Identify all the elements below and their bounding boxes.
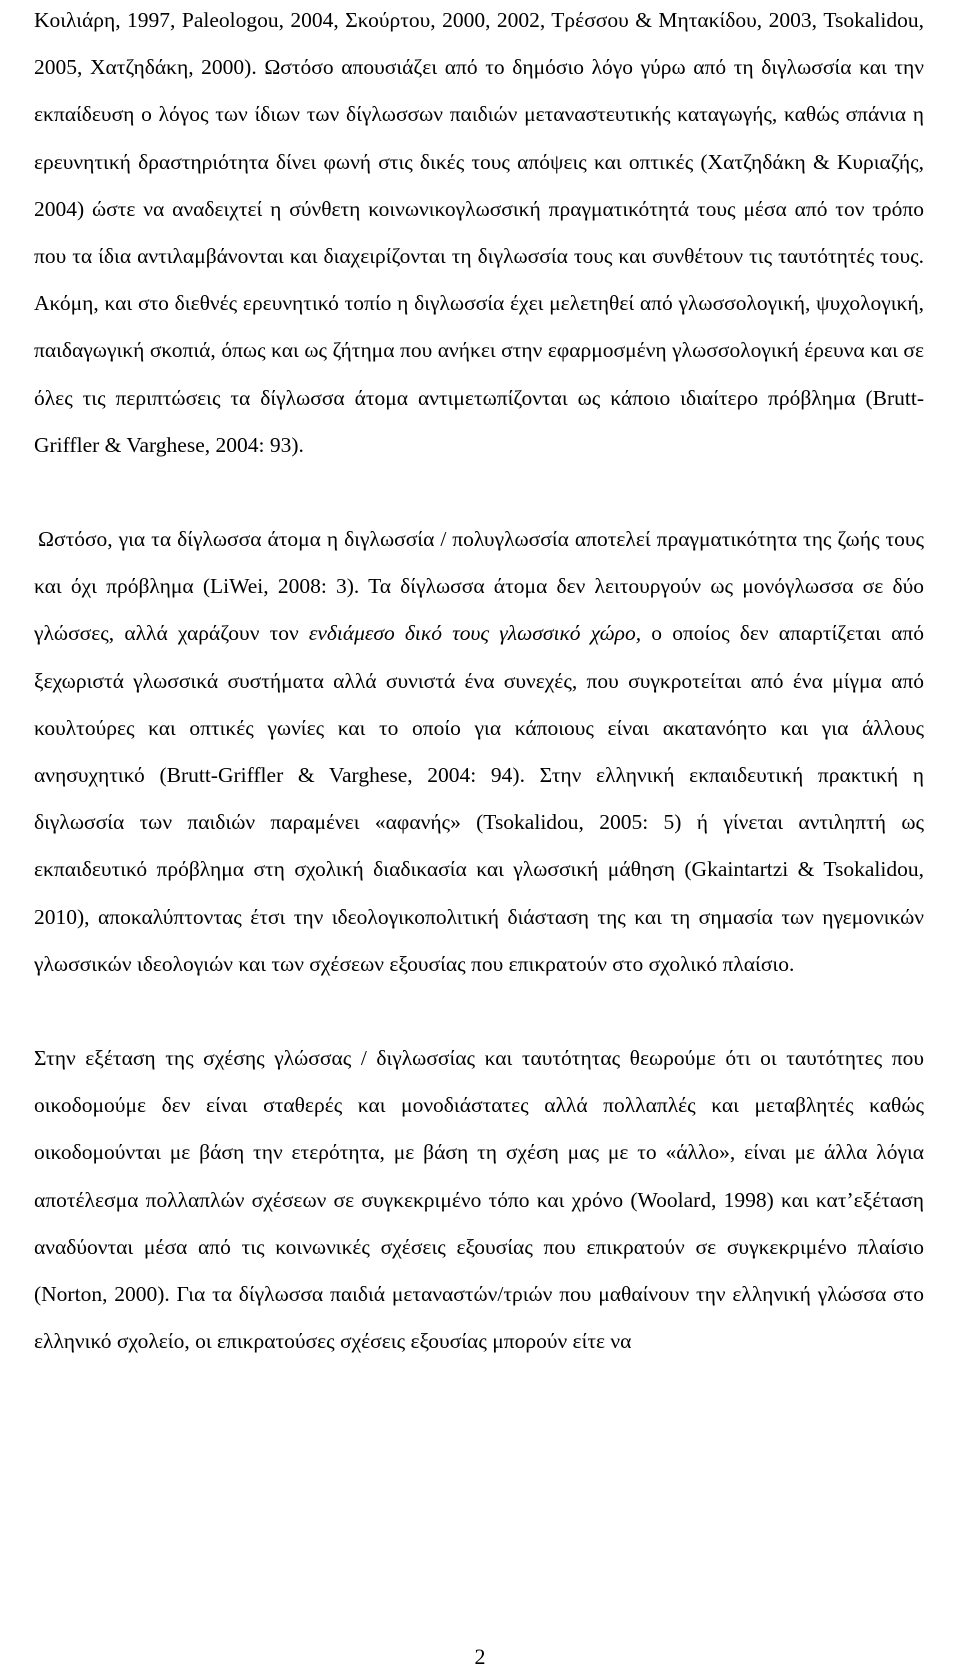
paragraph-3	[34, 1035, 924, 1365]
page-number: 2	[474, 1644, 486, 1669]
paragraph-2-text-end: ο οποίος δεν απαρτίζεται από ξεχωριστά γλωσσικά συστήματα αλλά συνιστά ένα συνεχές, που συγκροτείται από ένα μίγμα από κουλτούρες και οπτικές γωνίες και το οποίο για κάποιους είναι ακατανόητο και για άλλους ανησυχητικό (Brutt-Griffler & Varghese, 2004: 94). Στην ελληνική εκπαιδευτική πρακτική η διγλωσσία των παιδιών παραμένει «αφανής» (Tsokalidou, 2005: 5) ή γίνεται αντιληπτή ως εκπαιδευτικό πρόβλημα στη σχολική διαδικασία και γλωσσική μάθηση (Gkaintartzi & Tsokalidou, 2010), αποκαλύπτοντας έτσι την ιδεολογικοπολιτική διάσταση της και τη σημασία των ηγεμονικών γλωσσικών ιδεολογιών και των σχέσεων εξουσίας που επικρατούν στο σχολικό πλαίσιο.	[34, 621, 924, 976]
paragraph-3-text: Στην εξέταση της σχέσης γλώσσας / διγλωσσίας και ταυτότητας θεωρούμε ότι οι ταυτότητες που οικοδομούμε δεν είναι σταθερές και μονοδιάστατες αλλά πολλαπλές και μεταβλητές καθώς οικοδομούνται με βάση την ετερότητα, με βάση τη σχέση μας με το «άλλο», είναι με άλλα λόγια αποτέλεσμα πολλαπλών σχέσεων σε συγκεκριμένο τόπο και χρόνο (Woolard, 1998) και κατ’εξέταση αναδύονται μέσα από τις κοινωνικές σχέσεις εξουσίας που επικρατούν σε συγκεκριμένο πλαίσιο (Norton, 2000). Για τα δίγλωσσα παιδιά μεταναστών/τριών που μαθαίνουν την ελληνική γλώσσα στο ελληνικό σχολείο, οι επικρατούσες σχέσεις εξουσίας μπορούν είτε να	[34, 1046, 924, 1354]
paragraph-1	[34, 0, 924, 469]
paragraph-1-text: Κοιλιάρη, 1997, Paleologou, 2004, Σκούρτου, 2000, 2002, Τρέσσου & Μητακίδου, 2003, Tsokalidou, 2005, Χατζηδάκη, 2000). Ωστόσο απουσιάζει από το δημόσιο λόγο γύρω από τη διγλωσσία και την εκπαίδευση ο λόγος των ίδιων των δίγλωσσων παιδιών μεταναστευτικής καταγωγής, καθώς σπάνια η ερευνητική δραστηριότητα δίνει φωνή στις δικές τους απόψεις και οπτικές (Χατζηδάκη & Κυριαζής, 2004) ώστε να αναδειχτεί η σύνθετη κοινωνικογλωσσική πραγματικότητά τους μέσα από τον τρόπο που τα ίδια αντιλαμβάνονται και διαχειρίζονται τη διγλωσσία τους και συνθέτουν τις ταυτότητές τους. Ακόμη, και στο διεθνές ερευνητικό τοπίο η διγλωσσία έχει μελετηθεί από γλωσσολογική, ψυχολογική, παιδαγωγική σκοπιά, όπως και ως ζήτημα που ανήκει στην εφαρμοσμένη γλωσσολογική έρευνα και σε όλες τις περιπτώσεις τα δίγλωσσα άτομα αντιμετωπίζονται ως κάποιο ιδιαίτερο πρόβλημα (Brutt-Griffler & Varghese, 2004: 93).	[34, 8, 924, 457]
paragraph-2-italic-phrase: ενδιάμεσο δικό τους γλωσσικό χώρο,	[308, 621, 642, 646]
paragraph-2	[34, 516, 924, 988]
paragraph-2-text-start: Ωστόσο, για τα δίγλωσσα άτομα η διγλωσσία / πολυγλωσσία αποτελεί πραγματικότητα της ζωής τους και όχι πρόβλημα (LiWei, 2008: 3). Τα δίγλωσσα άτομα δεν λειτουργούν ως μονόγλωσσα σε δύο γλώσσες, αλλά χαράζουν τον	[34, 527, 924, 646]
